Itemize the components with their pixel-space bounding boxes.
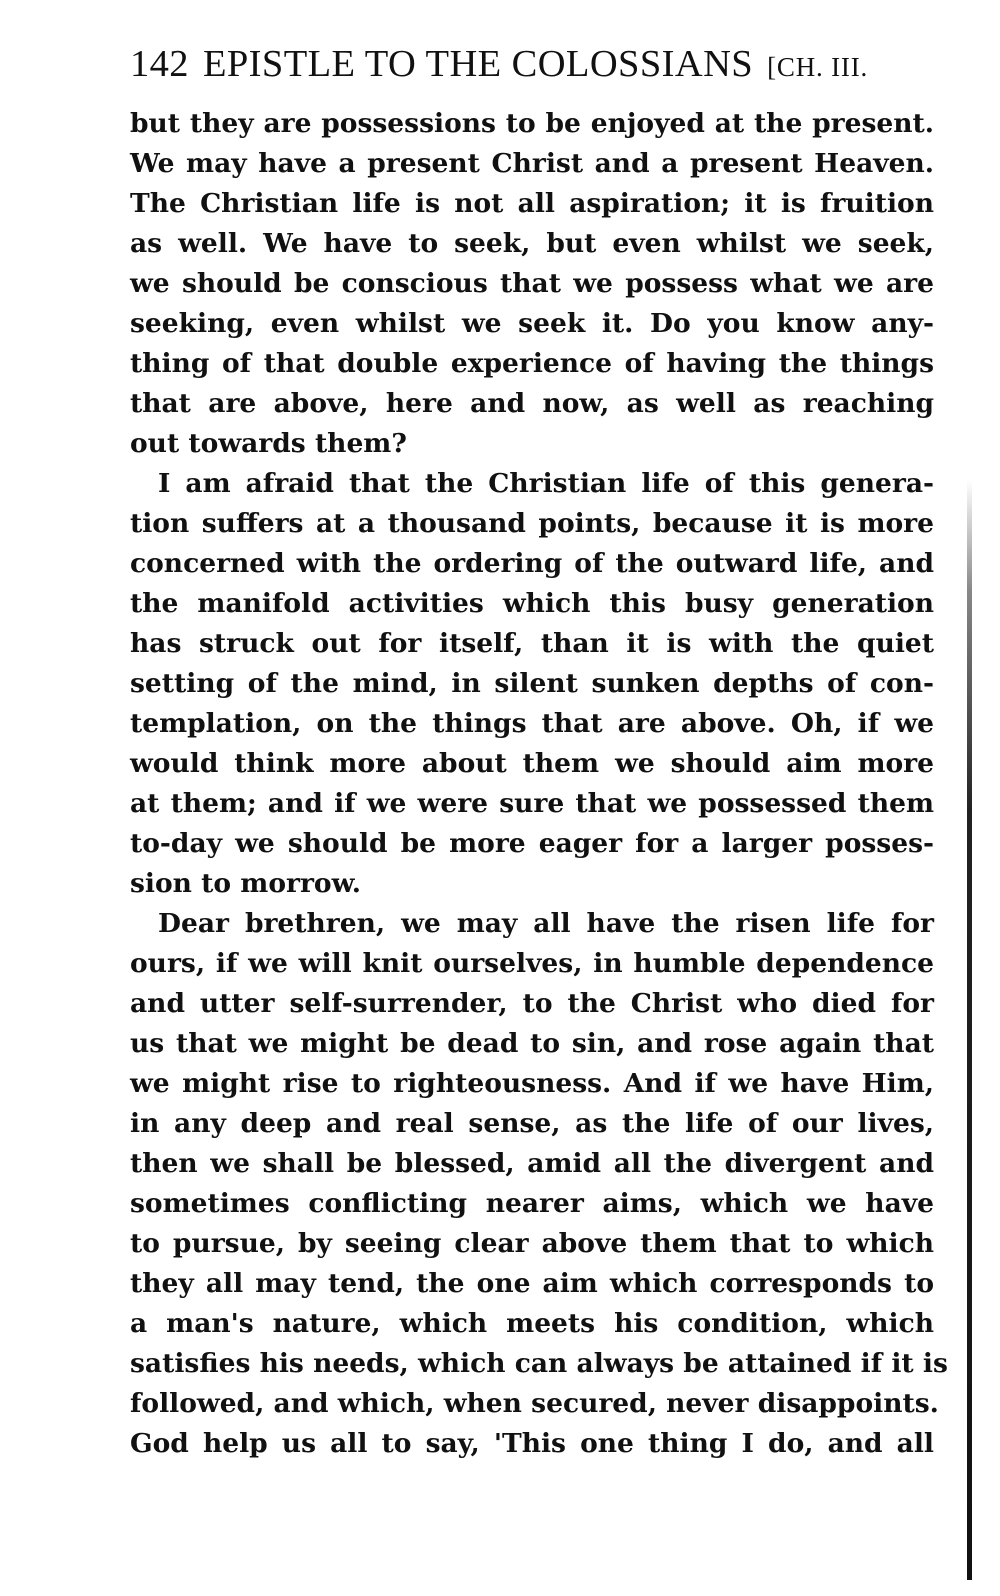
text-line: in any deep and real sense, as the life of our lives, (130, 1108, 934, 1139)
text-line: us that we might be dead to sin, and rose again that (130, 1028, 934, 1059)
text-line: and utter self-surrender, to the Christ who died for (130, 988, 934, 1019)
text-line: that are above, here and now, as well as reaching (130, 388, 934, 419)
text-line: to pursue, by seeing clear above them that to which (130, 1228, 934, 1259)
text-line: we might rise to righteousness. And if we have Him, (130, 1068, 934, 1099)
text-line: then we shall be blessed, amid all the divergent and (130, 1148, 934, 1179)
text-line: has struck out for itself, than it is with the quiet (130, 628, 934, 659)
text-line: The Christian life is not all aspiration; it is fruition (130, 188, 934, 219)
text-line: at them; and if we were sure that we possessed them (130, 788, 934, 819)
text-line: they all may tend, the one aim which corresponds to (130, 1268, 934, 1299)
text-line: sion to morrow. (130, 868, 361, 899)
text-line: would think more about them we should aim more (130, 748, 934, 779)
text-line: to-day we should be more eager for a larger posses- (130, 828, 934, 859)
text-line: as well. We have to seek, but even whilst we seek, (130, 228, 934, 259)
body-text (130, 104, 948, 1464)
paragraph-2 (130, 464, 934, 904)
text-line: tion suffers at a thousand points, because it is more (130, 508, 934, 539)
running-title: EPISTLE TO THE COLOSSIANS (202, 43, 754, 85)
text-line: templation, on the things that are above. Oh, if we (130, 708, 934, 739)
text-line: setting of the mind, in silent sunken depths of con- (130, 668, 934, 699)
paragraph-3 (130, 904, 948, 1464)
text-line: out towards them? (130, 428, 407, 459)
text-line: a man's nature, which meets his condition, which (130, 1308, 934, 1339)
text-line: thing of that double experience of having the things (130, 348, 934, 379)
text-line: God help us all to say, 'This one thing I do, and all (130, 1428, 934, 1459)
text-line: Dear brethren, we may all have the risen life for (158, 908, 934, 939)
text-line: ours, if we will knit ourselves, in humble dependence (130, 948, 934, 979)
text-line: I am afraid that the Christian life of this genera- (158, 468, 934, 499)
text-line: but they are possessions to be enjoyed at the present. (130, 108, 934, 139)
running-header (130, 34, 940, 94)
text-line: satisfies his needs, which can always be attained if it is (130, 1348, 948, 1379)
text-line: the manifold activities which this busy generation (130, 588, 934, 619)
text-line: sometimes conflicting nearer aims, which we have (130, 1188, 934, 1219)
text-line: seeking, even whilst we seek it. Do you know any- (130, 308, 934, 339)
paragraph-1 (130, 104, 934, 464)
text-line: We may have a present Christ and a present Heaven. (130, 148, 934, 179)
page-number: 142 (130, 43, 189, 85)
chapter-reference: [CH. III. (767, 52, 869, 82)
text-line: we should be conscious that we possess what we are (130, 268, 934, 299)
text-line: followed, and which, when secured, never disappoints. (130, 1388, 939, 1419)
page-edge-shadow (967, 480, 972, 1580)
text-line: concerned with the ordering of the outward life, and (130, 548, 934, 579)
